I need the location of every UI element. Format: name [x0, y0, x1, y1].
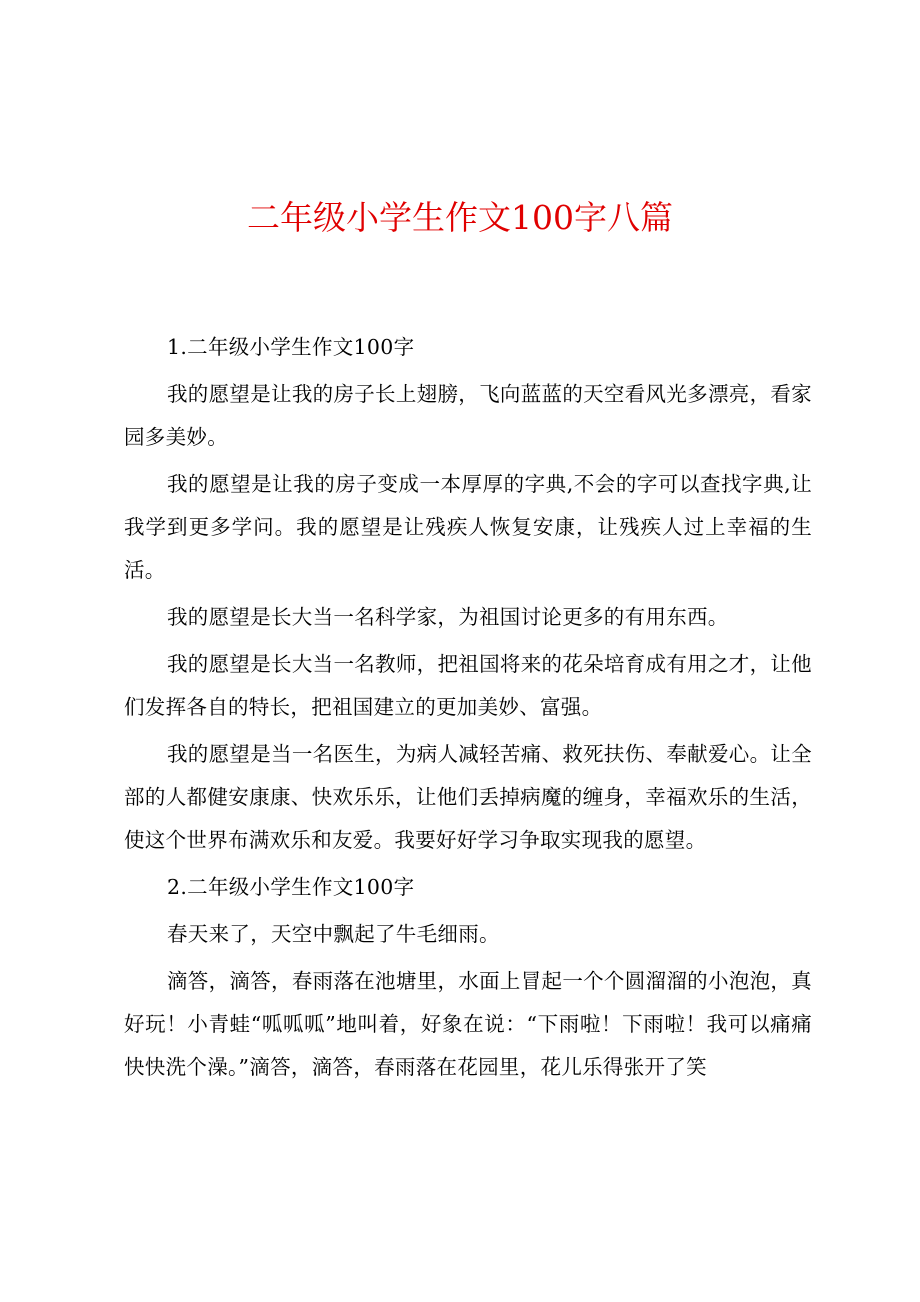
- paragraph: 滴答，滴答，春雨落在池塘里，水面上冒起一个个圆溜溜的小泡泡，真好玩！小青蛙“呱呱呱”地叫着，好象在说：“下雨啦！下雨啦！我可以痛痛快快洗个澡。”滴答，滴答，春雨落在花园里，花儿乐得张开了笑: [124, 969, 812, 1079]
- document-title: 二年级小学生作文100字八篇: [247, 198, 673, 237]
- paragraph: 2.二年级小学生作文100字: [167, 875, 415, 899]
- paragraph: 春天来了，天空中飘起了牛毛细雨。: [167, 922, 500, 946]
- paragraph: 我的愿望是让我的房子变成一本厚厚的字典,不会的字可以查找字典,让我学到更多学问。我的愿望是让残疾人恢复安康，让残疾人过上幸福的生活。: [124, 472, 812, 582]
- paragraph: 我的愿望是当一名医生，为病人减轻苦痛、救死扶伤、奉献爱心。让全部的人都健安康康、快欢乐乐，让他们丢掉病魔的缠身，幸福欢乐的生活，使这个世界布满欢乐和友爱。我要好好学习争取实现我的愿望。: [124, 742, 812, 852]
- paragraph: 我的愿望是长大当一名教师，把祖国将来的花朵培育成有用之才，让他们发挥各自的特长，把祖国建立的更加美妙、富强。: [124, 652, 812, 719]
- paragraph: 我的愿望是让我的房子长上翅膀，飞向蓝蓝的天空看风光多漂亮，看家园多美妙。: [124, 382, 812, 449]
- document-body: [124, 326, 812, 1093]
- paragraph: 我的愿望是长大当一名科学家，为祖国讨论更多的有用东西。: [167, 605, 729, 629]
- paragraph: 1.二年级小学生作文100字: [167, 335, 415, 359]
